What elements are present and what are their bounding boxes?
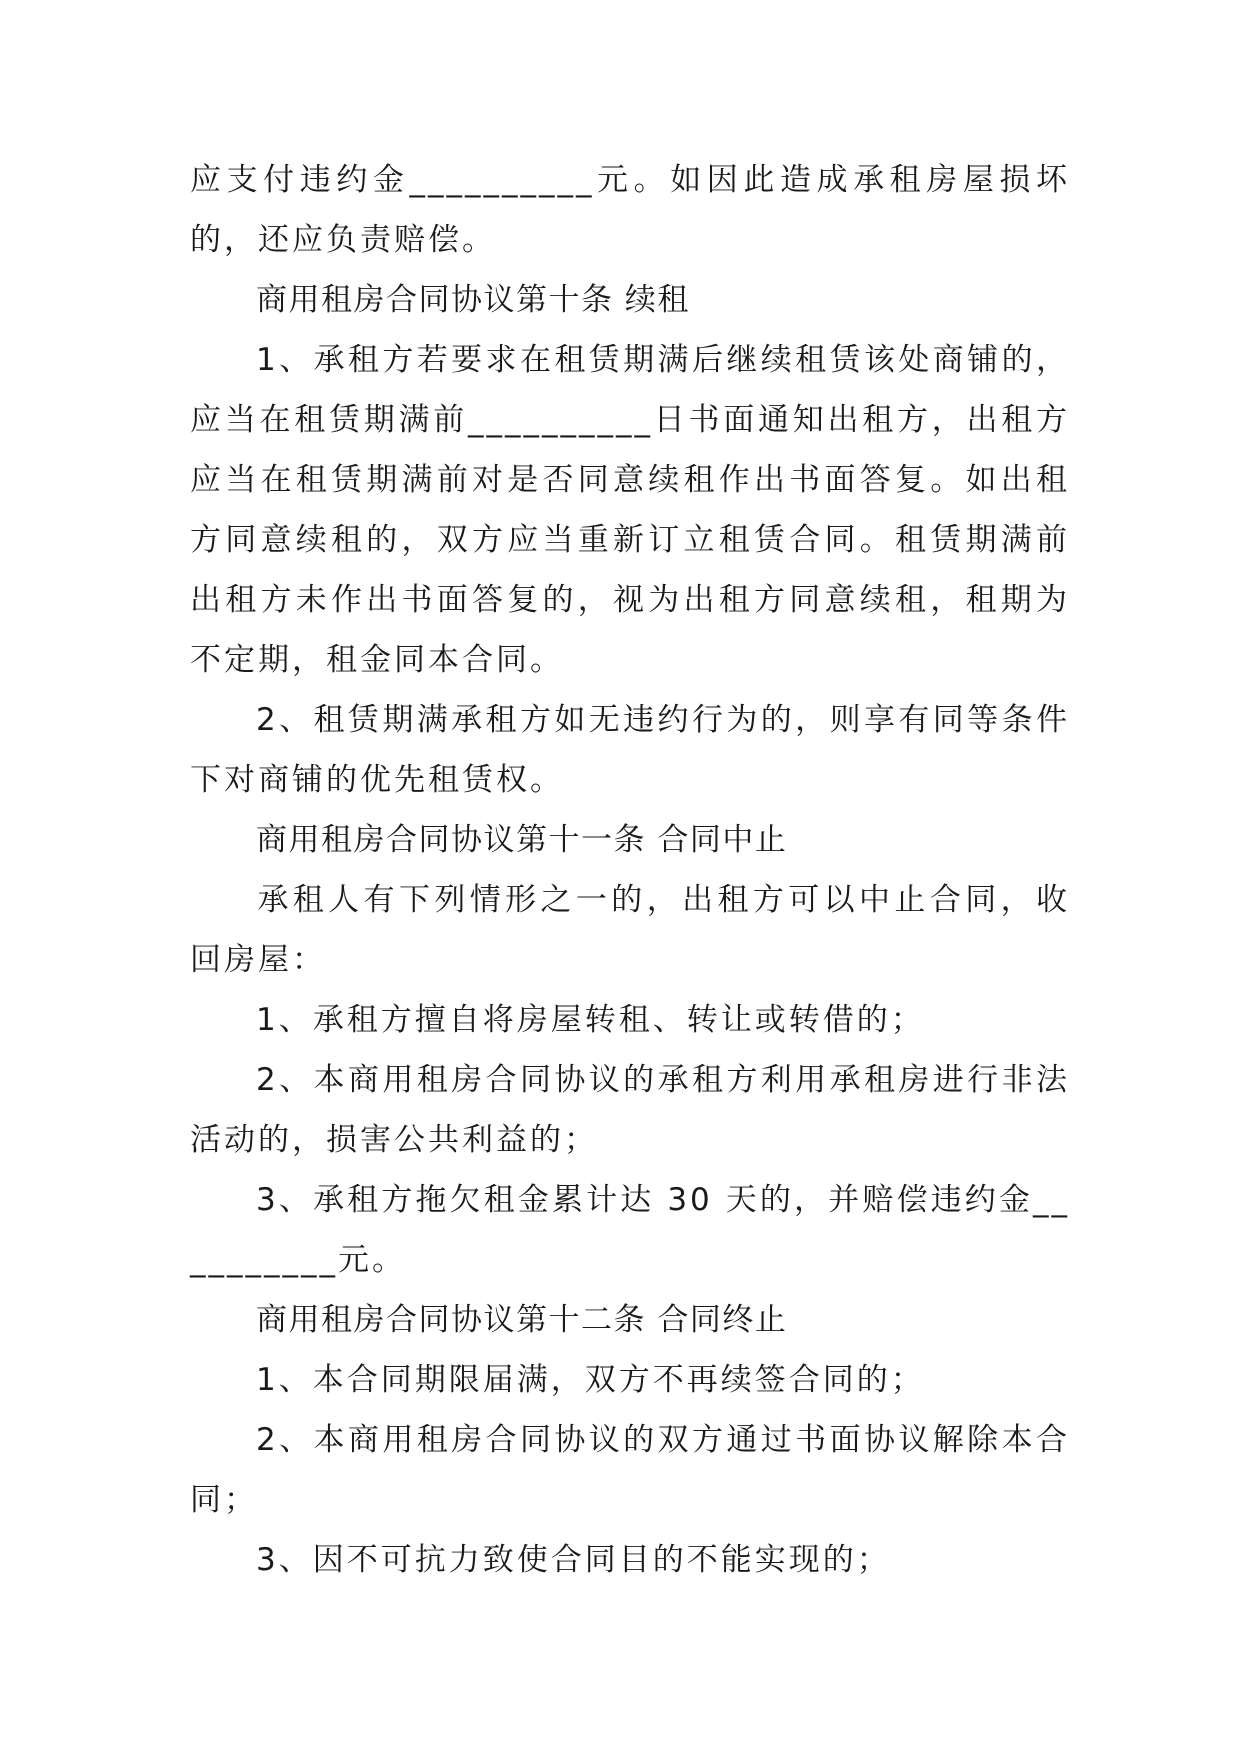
article-heading: 商用租房合同协议第十条 续租 — [256, 282, 690, 318]
document-page — [190, 150, 1070, 1590]
paragraph: 2、本商用租房合同协议的承租方利用承租房进行非法活动的，损害公共利益的； — [190, 1062, 1070, 1158]
article-heading: 商用租房合同协议第十一条 合同中止 — [256, 822, 788, 858]
paragraph: 1、本合同期限届满，双方不再续签合同的； — [256, 1362, 925, 1398]
paragraph: 1、承租方擅自将房屋转租、转让或转借的； — [256, 1002, 925, 1038]
article-heading: 商用租房合同协议第十二条 合同终止 — [256, 1302, 788, 1338]
paragraph: 3、因不可抗力致使合同目的不能实现的； — [256, 1542, 891, 1578]
paragraph: 1、承租方若要求在租赁期满后继续租赁该处商铺的，应当在租赁期满前__________日书面通知出租方，出租方应当在租赁期满前对是否同意续租作出书面答复。如出租方同意续租的，双方应当重新订立租赁合同。租赁期满前出租方未作出书面答复的，视为出租方同意续租，租期为不定期，租金同本合同。 — [190, 342, 1070, 678]
paragraph: 3、承租方拖欠租金累计达 30 天的，并赔偿违约金__________元。 — [190, 1182, 1070, 1278]
paragraph: 2、租赁期满承租方如无违约行为的，则享有同等条件下对商铺的优先租赁权。 — [190, 702, 1070, 798]
paragraph: 应支付违约金__________元。如因此造成承租房屋损坏的，还应负责赔偿。 — [190, 162, 1070, 258]
paragraph: 2、本商用租房合同协议的双方通过书面协议解除本合同； — [190, 1422, 1070, 1518]
paragraph: 承租人有下列情形之一的，出租方可以中止合同，收回房屋： — [190, 882, 1070, 978]
